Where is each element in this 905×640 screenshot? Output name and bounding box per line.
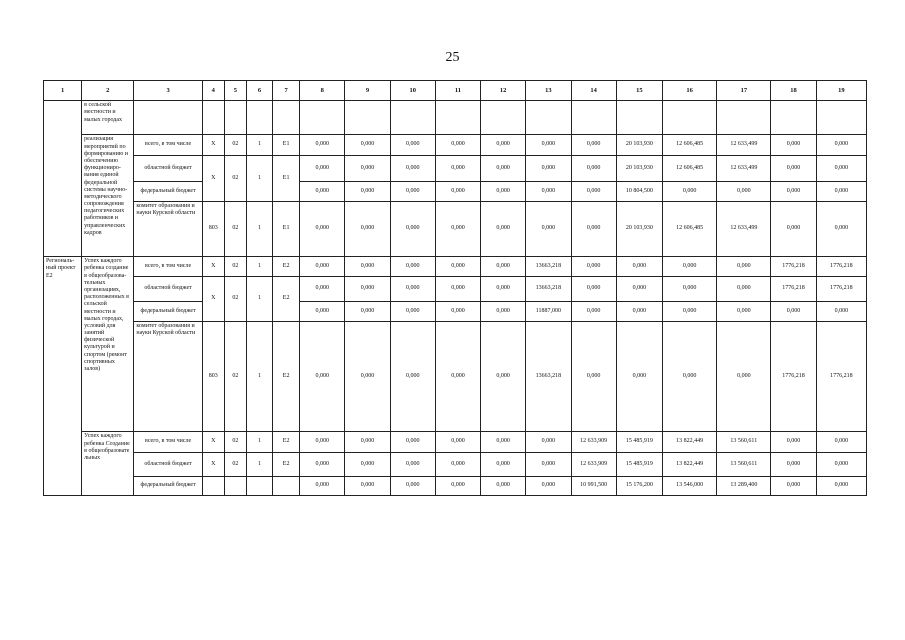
value-cell: 0,000 [481,452,526,476]
empty-cell [662,101,716,135]
header-cell: 5 [224,81,246,101]
value-cell: 0,000 [300,432,345,452]
value-cell: 0,000 [526,155,571,181]
value-cell: 0,000 [771,181,816,201]
budget-source-cell: федеральный бюджет [134,181,202,201]
value-cell: 12 606,485 [662,155,716,181]
event-name-cell: Успех каждого ребенка создание в общеобразова-тельных организациях, расположенных в сельской местности и малых городах, условий для занятий физической культурой и спортом (ремонт спортивных залов) [82,257,134,432]
value-cell: 0,000 [345,181,390,201]
value-cell: 0,000 [481,135,526,155]
value-cell: 12 606,485 [662,201,716,256]
value-cell: 0,000 [526,201,571,256]
value-cell: 0,000 [771,452,816,476]
value-cell: 0,000 [345,301,390,321]
value-cell: 0,000 [481,201,526,256]
value-cell: 0,000 [481,476,526,495]
code-cell: E2 [273,432,300,452]
header-cell: 4 [202,81,224,101]
value-cell: 0,000 [771,301,816,321]
code-cell: 02 [224,201,246,256]
code-cell: E1 [273,135,300,155]
empty-cell [202,101,224,135]
value-cell: 0,000 [717,301,771,321]
table-row [44,476,867,495]
value-cell: 0,000 [717,257,771,277]
value-cell: 13663,218 [526,321,571,432]
value-cell: 0,000 [390,432,435,452]
value-cell: 12 606,485 [662,135,716,155]
header-cell: 18 [771,81,816,101]
table-row [44,181,867,201]
table-row [44,101,867,135]
empty-cell [273,476,300,495]
header-cell: 8 [300,81,345,101]
code-cell: 1 [246,277,272,321]
value-cell: 13 289,400 [717,476,771,495]
value-cell: 0,000 [616,301,662,321]
value-cell: 13 822,449 [662,452,716,476]
code-cell: X [202,135,224,155]
value-cell: 0,000 [435,301,480,321]
value-cell: 10 804,500 [616,181,662,201]
value-cell: 0,000 [481,301,526,321]
cell-col1 [44,101,82,257]
value-cell: 12 633,909 [571,452,616,476]
code-cell: 1 [246,321,272,432]
header-cell: 14 [571,81,616,101]
value-cell: 0,000 [390,452,435,476]
code-cell: E2 [273,277,300,321]
empty-cell [816,101,866,135]
code-cell: 1 [246,452,272,476]
empty-cell [246,476,272,495]
value-cell: 0,000 [300,452,345,476]
event-name-cell: Успех каждого ребенка Создание в общеобразовате льных [82,432,134,496]
value-cell: 1776,218 [816,257,866,277]
value-cell: 0,000 [481,155,526,181]
value-cell: 0,000 [717,277,771,301]
value-cell: 0,000 [300,201,345,256]
value-cell: 0,000 [771,155,816,181]
value-cell: 0,000 [481,321,526,432]
value-cell: 0,000 [300,301,345,321]
value-cell: 0,000 [345,321,390,432]
code-cell: 02 [224,257,246,277]
value-cell: 10 991,500 [571,476,616,495]
code-cell: 02 [224,432,246,452]
value-cell: 0,000 [816,201,866,256]
value-cell: 20 103,930 [616,135,662,155]
empty-cell [224,101,246,135]
value-cell: 12 633,499 [717,135,771,155]
page-number: 25 [445,50,460,65]
value-cell: 13 560,611 [717,432,771,452]
value-cell: 0,000 [816,476,866,495]
empty-cell [435,101,480,135]
value-cell: 12 633,909 [571,432,616,452]
budget-table [43,80,867,496]
budget-source-cell: комитет образования и науки Курской области [134,321,202,432]
header-cell: 9 [345,81,390,101]
value-cell: 1776,218 [771,257,816,277]
value-cell: 0,000 [300,155,345,181]
value-cell: 0,000 [816,301,866,321]
budget-source-cell: всего, в том числе [134,257,202,277]
value-cell: 0,000 [616,321,662,432]
budget-source-cell: областной бюджет [134,277,202,301]
value-cell: 0,000 [345,155,390,181]
value-cell: 0,000 [435,432,480,452]
value-cell: 0,000 [481,432,526,452]
value-cell: 0,000 [390,201,435,256]
empty-cell [202,476,224,495]
value-cell: 0,000 [435,181,480,201]
table-row [44,135,867,155]
table-row [44,301,867,321]
value-cell: 0,000 [481,277,526,301]
value-cell: 0,000 [435,135,480,155]
value-cell: 13663,218 [526,277,571,301]
header-cell: 6 [246,81,272,101]
value-cell: 0,000 [300,257,345,277]
value-cell: 0,000 [771,135,816,155]
table-header-row [44,81,867,101]
code-cell: E2 [273,452,300,476]
value-cell: 0,000 [345,135,390,155]
event-name-cell: реализация мероприятий по формированию и обеспечению функциониро-вания единой федеральной системы научно-методического сопровождения педагогических работников и управленческих кадров [82,135,134,257]
empty-cell [246,101,272,135]
value-cell: 0,000 [390,135,435,155]
value-cell: 13 822,449 [662,432,716,452]
table-row [44,452,867,476]
code-cell: 02 [224,277,246,321]
empty-cell [134,101,202,135]
value-cell: 0,000 [390,181,435,201]
empty-cell [526,101,571,135]
empty-cell [224,476,246,495]
value-cell: 11887,000 [526,301,571,321]
value-cell: 15 176,200 [616,476,662,495]
budget-source-cell: всего, в том числе [134,135,202,155]
empty-cell [717,101,771,135]
value-cell: 0,000 [390,321,435,432]
value-cell: 12 633,499 [717,155,771,181]
value-cell: 0,000 [435,257,480,277]
value-cell: 0,000 [481,257,526,277]
value-cell: 0,000 [571,301,616,321]
code-cell: E1 [273,155,300,201]
code-cell: 02 [224,452,246,476]
table-row [44,257,867,277]
value-cell: 0,000 [345,201,390,256]
value-cell: 0,000 [435,321,480,432]
code-cell: 1 [246,155,272,201]
value-cell: 0,000 [571,181,616,201]
value-cell: 13663,218 [526,257,571,277]
event-name-cell: в сельской местности и малых городах [82,101,134,135]
empty-cell [273,101,300,135]
table-row [44,432,867,452]
value-cell: 0,000 [816,135,866,155]
value-cell: 0,000 [771,432,816,452]
value-cell: 0,000 [816,432,866,452]
value-cell: 0,000 [300,181,345,201]
code-cell: E1 [273,201,300,256]
value-cell: 0,000 [435,201,480,256]
code-cell: 1 [246,432,272,452]
code-cell: 1 [246,257,272,277]
value-cell: 0,000 [345,432,390,452]
header-cell: 3 [134,81,202,101]
value-cell: 15 485,919 [616,432,662,452]
value-cell: 0,000 [390,155,435,181]
table-row [44,277,867,301]
value-cell: 1776,218 [771,321,816,432]
empty-cell [300,101,345,135]
code-cell: E2 [273,321,300,432]
value-cell: 0,000 [771,476,816,495]
budget-source-cell: областной бюджет [134,155,202,181]
value-cell: 0,000 [571,201,616,256]
value-cell: 0,000 [571,277,616,301]
value-cell: 0,000 [616,257,662,277]
header-cell: 12 [481,81,526,101]
empty-cell [481,101,526,135]
header-cell: 2 [82,81,134,101]
value-cell: 1776,218 [771,277,816,301]
code-cell: X [202,432,224,452]
code-cell: X [202,155,224,201]
header-cell: 10 [390,81,435,101]
code-cell: 02 [224,321,246,432]
value-cell: 0,000 [662,277,716,301]
code-cell: 1 [246,201,272,256]
empty-cell [616,101,662,135]
value-cell: 0,000 [300,277,345,301]
header-cell: 16 [662,81,716,101]
code-cell: 803 [202,321,224,432]
value-cell: 15 485,919 [616,452,662,476]
value-cell: 0,000 [345,277,390,301]
budget-source-cell: федеральный бюджет [134,301,202,321]
value-cell: 0,000 [662,257,716,277]
value-cell: 0,000 [390,257,435,277]
value-cell: 0,000 [816,181,866,201]
empty-cell [571,101,616,135]
code-cell: 1 [246,135,272,155]
header-cell: 1 [44,81,82,101]
header-cell: 17 [717,81,771,101]
value-cell: 0,000 [662,321,716,432]
value-cell: 12 633,499 [717,201,771,256]
value-cell: 0,000 [616,277,662,301]
header-cell: 15 [616,81,662,101]
value-cell: 13 560,611 [717,452,771,476]
budget-source-cell: комитет образования и науки Курской области [134,201,202,256]
budget-source-cell: всего, в том числе [134,432,202,452]
value-cell: 20 103,930 [616,201,662,256]
value-cell: 0,000 [571,321,616,432]
header-cell: 11 [435,81,480,101]
value-cell: 0,000 [390,277,435,301]
value-cell: 0,000 [300,135,345,155]
value-cell: 0,000 [717,321,771,432]
empty-cell [345,101,390,135]
value-cell: 0,000 [526,452,571,476]
empty-cell [771,101,816,135]
header-cell: 19 [816,81,866,101]
code-cell: 803 [202,201,224,256]
table-row [44,155,867,181]
value-cell: 0,000 [571,155,616,181]
header-cell: 13 [526,81,571,101]
value-cell: 0,000 [771,201,816,256]
empty-cell [390,101,435,135]
value-cell: 0,000 [390,476,435,495]
value-cell: 1776,218 [816,277,866,301]
value-cell: 1776,218 [816,321,866,432]
budget-source-cell: областной бюджет [134,452,202,476]
budget-source-cell: федеральный бюджет [134,476,202,495]
code-cell: X [202,452,224,476]
value-cell: 0,000 [300,476,345,495]
value-cell: 0,000 [571,257,616,277]
code-cell: 02 [224,135,246,155]
value-cell: 0,000 [526,476,571,495]
value-cell: 13 546,000 [662,476,716,495]
value-cell: 0,000 [526,135,571,155]
code-cell: E2 [273,257,300,277]
value-cell: 0,000 [816,452,866,476]
value-cell: 0,000 [717,181,771,201]
value-cell: 0,000 [300,321,345,432]
value-cell: 0,000 [662,301,716,321]
value-cell: 0,000 [526,181,571,201]
table-row [44,201,867,256]
value-cell: 20 103,930 [616,155,662,181]
value-cell: 0,000 [526,432,571,452]
value-cell: 0,000 [435,476,480,495]
value-cell: 0,000 [435,155,480,181]
value-cell: 0,000 [435,277,480,301]
regional-project-cell: Региональ-ный проект E2 [44,257,82,496]
value-cell: 0,000 [345,452,390,476]
code-cell: 02 [224,155,246,201]
value-cell: 0,000 [390,301,435,321]
value-cell: 0,000 [571,135,616,155]
value-cell: 0,000 [816,155,866,181]
value-cell: 0,000 [345,476,390,495]
value-cell: 0,000 [662,181,716,201]
value-cell: 0,000 [345,257,390,277]
value-cell: 0,000 [481,181,526,201]
header-cell: 7 [273,81,300,101]
table-row [44,321,867,432]
code-cell: X [202,257,224,277]
value-cell: 0,000 [435,452,480,476]
code-cell: X [202,277,224,321]
